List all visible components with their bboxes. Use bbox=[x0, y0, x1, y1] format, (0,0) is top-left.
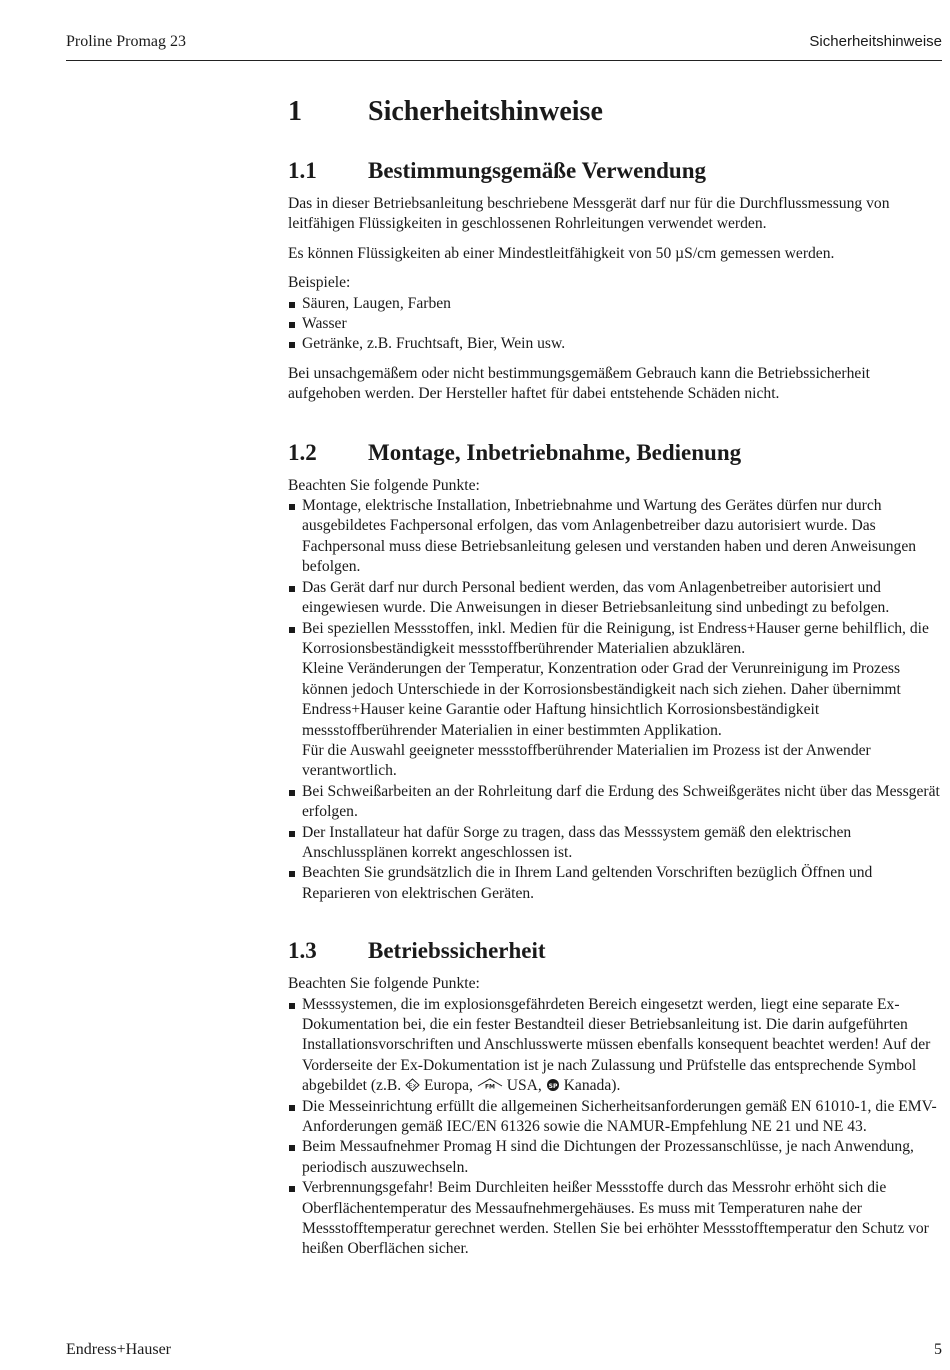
list-item: Das Gerät darf nur durch Personal bedient werden, das vom Anlagenbetreiber autorisiert und eingewiesen wurde. Die Anweisungen in dieser Betriebsanleitung sind unbedingt zu befolgen. bbox=[288, 578, 942, 619]
list-item bbox=[288, 619, 942, 782]
list-item: Säuren, Laugen, Farben bbox=[288, 294, 942, 314]
page-number: 5 bbox=[934, 1341, 942, 1358]
ex-symbol-icon bbox=[405, 1078, 420, 1092]
section-title: Bestimmungsgemäße Verwendung bbox=[368, 158, 707, 183]
chapter-number: 1 bbox=[288, 96, 302, 127]
points-list bbox=[288, 995, 942, 1260]
list-item-text: USA, bbox=[506, 1077, 542, 1095]
list-item: Montage, elektrische Installation, Inbetriebnahme und Wartung des Gerätes dürfen nur durch ausgebildetes Fachpersonal erfolgen, das vom Anlagenbetreiber dazu autorisiert wurde. Das Fachpersonal muss diese Betriebsanleitung gelesen und verstanden haben und deren Anweisungen befolgen. bbox=[288, 496, 942, 578]
list-item: Der Installateur hat dafür Sorge zu tragen, dass das Messsystem gemäß den elektrischen Anschlussplänen korrekt angeschlossen ist. bbox=[288, 823, 942, 864]
section-1-1 bbox=[288, 154, 942, 405]
list-item: Verbrennungsgefahr! Beim Durchleiten heißer Messstoffe durch das Messrohr erhöht sich die Oberflächentemperatur des Messaufnehmergehäuses. Es muss mit Temperaturen nahe der Messstofftemperatur gerechnet werden. Stellen Sie bei erhöhter Messstofftemperatur den Schutz vor heißen Oberflächen sicher. bbox=[288, 1178, 942, 1260]
list-item: Beim Messaufnehmer Promag H sind die Dichtungen der Prozessanschlüsse, je nach Anwendung, periodisch auszuwechseln. bbox=[288, 1137, 942, 1178]
section-number: 1.2 bbox=[288, 439, 317, 465]
section-title: Betriebssicherheit bbox=[368, 938, 546, 964]
paragraph: Bei unsachgemäßem oder nicht bestimmungsgemäßem Gebrauch kann die Betriebssicherheit aufgehoben werden. Der Hersteller haftet für dabei entstehende Schäden nicht. bbox=[288, 364, 870, 403]
paragraph: Das in dieser Betriebsanleitung beschriebene Messgerät darf nur für die Durchflussmessung von leitfähigen Flüssigkeiten in geschlossenen Rohrleitungen verwendet werden. bbox=[288, 195, 890, 233]
list-item: Getränke, z.B. Fruchtsaft, Bier, Wein usw. bbox=[288, 334, 942, 354]
chapter-title: Sicherheitshinweise bbox=[368, 96, 603, 127]
footer-company: Endress+Hauser bbox=[66, 1341, 171, 1358]
list-item: Bei Schweißarbeiten an der Rohrleitung darf die Erdung des Schweißgerätes nicht über das Messgerät erfolgen. bbox=[288, 782, 942, 823]
points-list bbox=[288, 496, 942, 904]
list-item-text: Europa, bbox=[423, 1077, 473, 1095]
section-heading bbox=[288, 154, 942, 188]
header-rule bbox=[66, 60, 942, 61]
list-item-text: Messsystemen, die im explosionsgefährdeten Bereich eingesetzt werden, liegt eine separate Ex-Dokumentation bei, die ein fester Bestandteil dieser Betriebsanleitung ist. Die darin aufgeführten Installationsvorschriften und Anschlusswerte müssen ebenfalls konsequent beachtet werden! Auf der Vorderseite der Ex-Dokumentation ist je nach Zulassung und Prüfstelle das entsprechende Symbol abgebildet (z.B. bbox=[302, 995, 931, 1095]
section-title: Montage, Inbetriebnahme, Bedienung bbox=[368, 439, 742, 465]
paragraph: Es können Flüssigkeiten ab einer Mindestleitfähigkeit von 50 µS/cm gemessen werden. bbox=[288, 244, 835, 262]
page-header bbox=[66, 32, 942, 54]
intro-text: Beachten Sie folgende Punkte: bbox=[288, 975, 480, 993]
examples-label: Beispiele: bbox=[288, 274, 351, 292]
list-item: Die Messeinrichtung erfüllt die allgemeinen Sicherheitsanforderungen gemäß EN 61010-1, die EMV-Anforderungen gemäß IEC/EN 61326 sowie die NAMUR-Empfehlung NE 21 und NE 43. bbox=[288, 1097, 942, 1138]
header-product: Proline Promag 23 bbox=[66, 33, 186, 50]
svg-text:SP: SP bbox=[548, 1083, 558, 1091]
section-1-2 bbox=[288, 436, 942, 905]
section-number: 1.3 bbox=[288, 938, 317, 964]
csa-approval-icon bbox=[546, 1078, 560, 1092]
list-item bbox=[288, 995, 942, 1097]
list-item-text: Bei speziellen Messstoffen, inkl. Medien für die Reinigung, ist Endress+Hauser gerne behilflich, die Korrosionsbeständigkeit messstoffberührender Materialien abzuklären. bbox=[302, 619, 929, 657]
section-heading bbox=[288, 934, 942, 968]
fm-approval-icon bbox=[477, 1078, 503, 1090]
section-heading bbox=[288, 436, 942, 470]
list-item: Wasser bbox=[288, 314, 942, 334]
intro-text: Beachten Sie folgende Punkte: bbox=[288, 476, 480, 494]
section-number: 1.1 bbox=[288, 158, 317, 183]
page-content bbox=[288, 92, 942, 1269]
list-item-text: Kleine Veränderungen der Temperatur, Konzentration oder Grad der Verunreinigung im Prozess können jedoch Unterschiede in der Korrosionsbeständigkeit nach sich ziehen. Daher übernimmt Endress+Hauser keine Garantie oder Haftung hinsichtlich Korrosionsbeständigkeit messstoffberührender Materialien in einer bestimmten Applikation. bbox=[302, 660, 901, 739]
page-footer bbox=[66, 1340, 942, 1362]
header-section: Sicherheitshinweise bbox=[809, 33, 942, 50]
examples-list bbox=[288, 294, 942, 355]
list-item: Beachten Sie grundsätzlich die in Ihrem Land geltenden Vorschriften bezüglich Öffnen und Reparieren von elektrischen Geräten. bbox=[288, 863, 942, 904]
svg-text:Ex: Ex bbox=[408, 1081, 417, 1090]
list-item-text: Kanada). bbox=[563, 1077, 621, 1095]
svg-text:FM: FM bbox=[484, 1083, 495, 1091]
chapter-heading bbox=[288, 92, 942, 132]
list-item-text: Für die Auswahl geeigneter messstoffberührender Materialien im Prozess ist der Anwender verantwortlich. bbox=[302, 741, 871, 780]
section-1-3 bbox=[288, 934, 942, 1260]
